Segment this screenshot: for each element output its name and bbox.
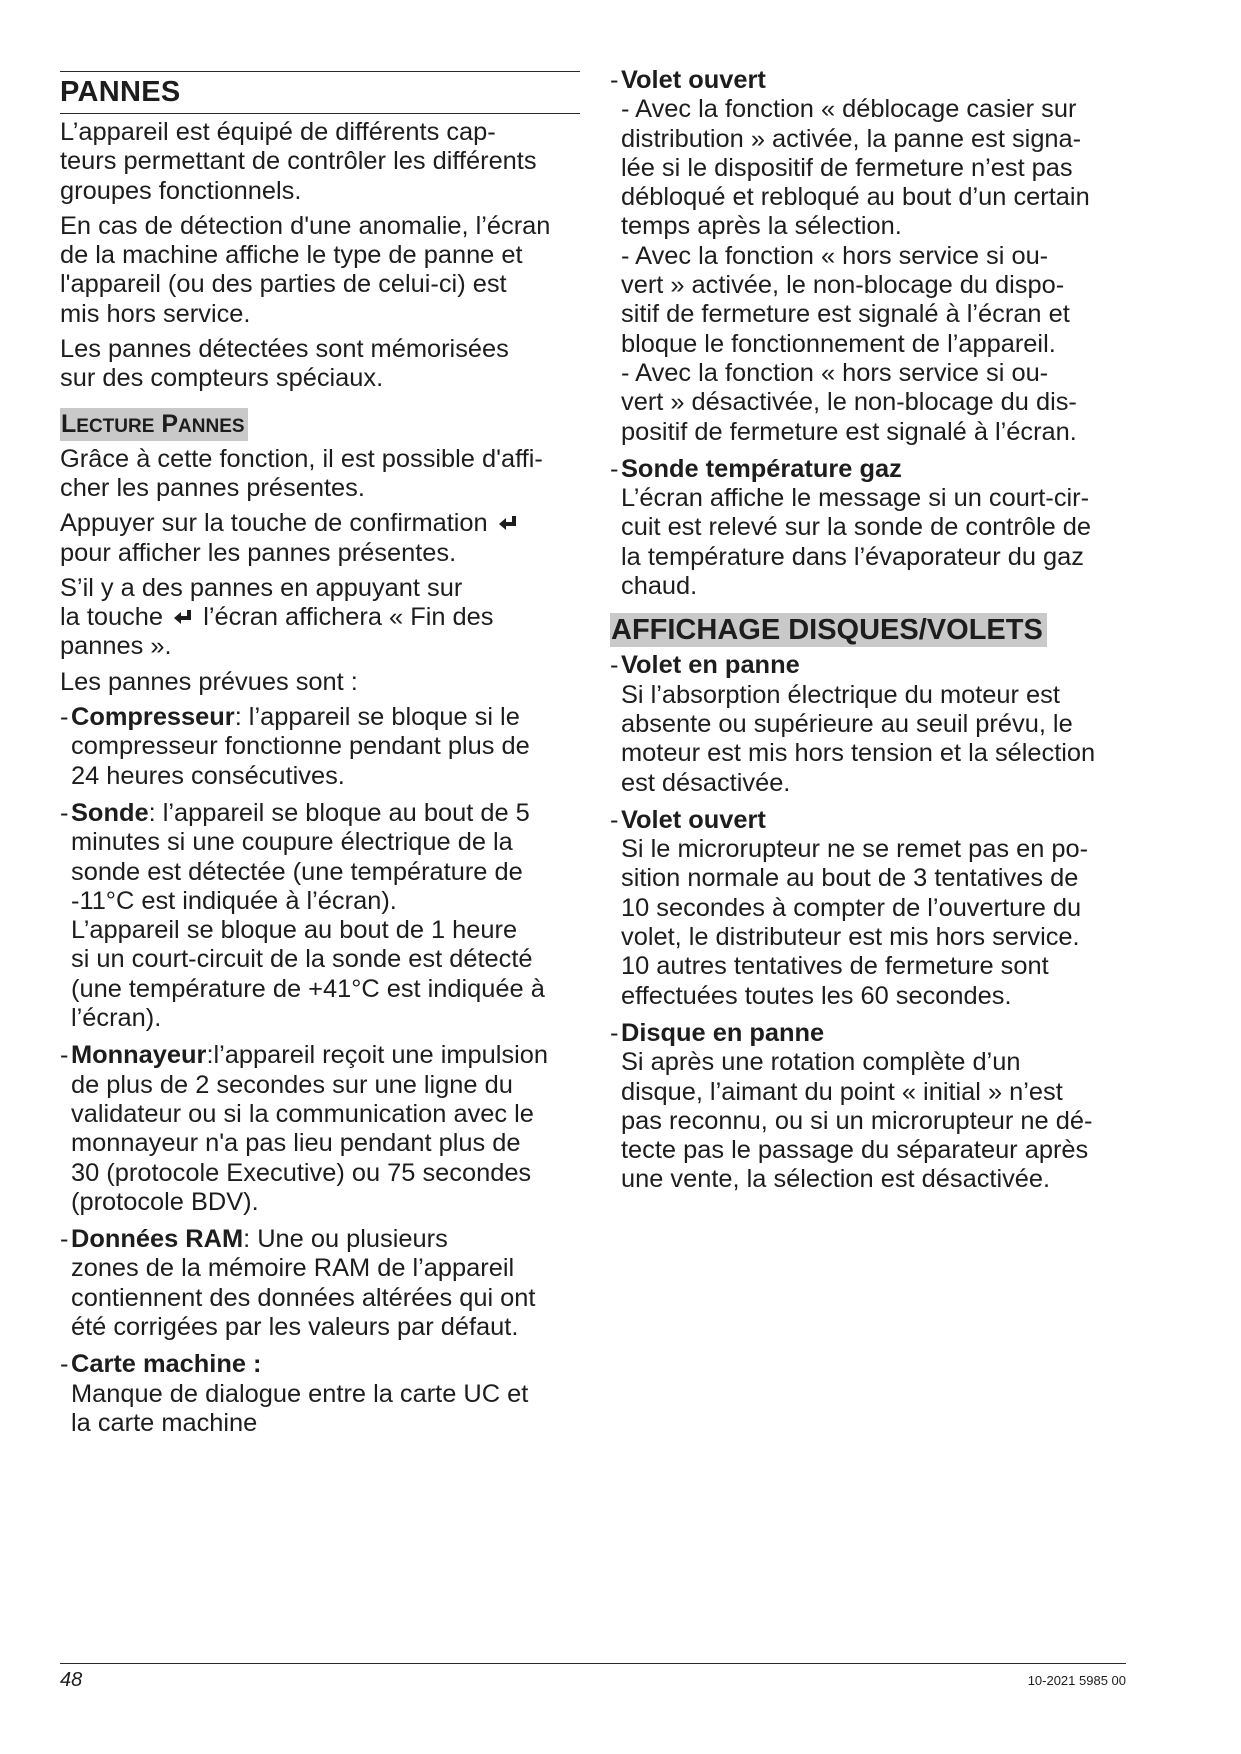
lecture-paragraph-2: Appuyer sur la touche de confirmation pour afficher les pannes présentes. [60,509,580,568]
section-heading-pannes [60,71,580,114]
left-column [60,118,580,1446]
right-column [610,66,1140,1203]
page-number: 48 [60,1669,83,1691]
lecture-paragraph-1: Grâce à cette fonction, il est possible d'affi- cher les pannes présentes. [60,444,543,502]
section-heading-affichage: AFFICHAGE DISQUES/VOLETS [610,613,1047,647]
list-item-donnees-ram: - Données RAM: Une ou plusieurs zones de la mémoire RAM de l’appareil contiennent des données altérées qui ont été corrigées par les valeurs par défaut. [60,1225,536,1341]
lecture-paragraph-3: S’il y a des pannes en appuyant sur la touche l’écran affichera « Fin des pannes ». [60,573,494,661]
lecture-paragraph-4: Les pannes prévues sont : [60,667,358,696]
list-item-volet-en-panne: - Volet en panne Si l’absorption électrique du moteur est absente ou supérieure au seuil prévu, le moteur est mis hors tension et la sélection est désactivée. [610,651,1096,797]
footer-divider [60,1663,1126,1664]
list-item-compresseur: - Compresseur: l’appareil se bloque si le compresseur fonctionne pendant plus de 24 heures consécutives. [60,703,530,790]
intro-paragraph-1: L’appareil est équipé de différents cap- teurs permettant de contrôler les différents groupes fonctionnels. [60,118,537,205]
intro-paragraph-3: Les pannes détectées sont mémorisées sur des compteurs spéciaux. [60,335,509,393]
list-item-sonde: - Sonde: l’appareil se bloque au bout de 5 minutes si une coupure électrique de la sonde est détectée (une température de -11°C est indiquée à l’écran). L’appareil se bloque au bout de 1 heure si un court-circuit de la sonde est détecté (une température de +41°C est indiquée à l’écran). [60,798,545,1033]
list-item-disque-en-panne: - Disque en panne Si après une rotation complète d’un disque, l’aimant du point « initial » n’est pas reconnu, ou si un microrupteur ne dé- tecte pas le passage du séparateur après une vente, la sélection est désactivée. [610,1018,1093,1194]
list-item-volet-ouvert-1: - Volet ouvert - Avec la fonction « déblocage casier sur distribution » activée, la panne est signa- lée si le dispositif de fermeture n’est pas débloqué et rebloqué au bout d’un certain temps après la sélection. - Avec la fonction « hors service si ou- vert » activée, le non-blocage du dispo- sitif de fermeture est signalé à l’écran et bloque le fonctionnement de l’appareil. - Avec la fonction « hors service si ou- vert » désactivée, le non-blocage du dis- positif de fermeture est signalé à l’écran. [610,66,1090,446]
list-item-volet-ouvert-2: - Volet ouvert Si le microrupteur ne se remet pas en po- sition normale au bout de 3 tentatives de 10 secondes à compter de l’ouverture du volet, le distributeur est mis hors service. 10 autres tentatives de fermeture sont effectuées toutes les 60 secondes. [610,805,1089,1010]
page-title: PANNES [60,76,181,108]
list-item-monnayeur: - Monnayeur:l’appareil reçoit une impulsion de plus de 2 secondes sur une ligne du validateur ou si la communication avec le monnayeur n'a pas lieu pendant plus de 30 (protocole Executive) ou 75 secondes (protocole BDV). [60,1041,548,1216]
list-item-carte-machine: - Carte machine : Manque de dialogue entre la carte UC et la carte machine [60,1350,529,1437]
list-item-sonde-temperature-gaz: - Sonde température gaz L’écran affiche le message si un court-cir- cuit est relevé sur la sonde de contrôle de la température dans l’évaporateur du gaz chaud. [610,454,1091,601]
subheading-lecture-pannes: LECTURE PANNES [60,408,248,441]
intro-paragraph-2: En cas de détection d'une anomalie, l’écran de la machine affiche le type de panne et l'appareil (ou des parties de celui-ci) est mis hors service. [60,211,551,328]
enter-key-icon [172,608,194,628]
document-code: 10-2021 5985 00 [1027,1673,1126,1688]
enter-key-icon [497,514,519,534]
